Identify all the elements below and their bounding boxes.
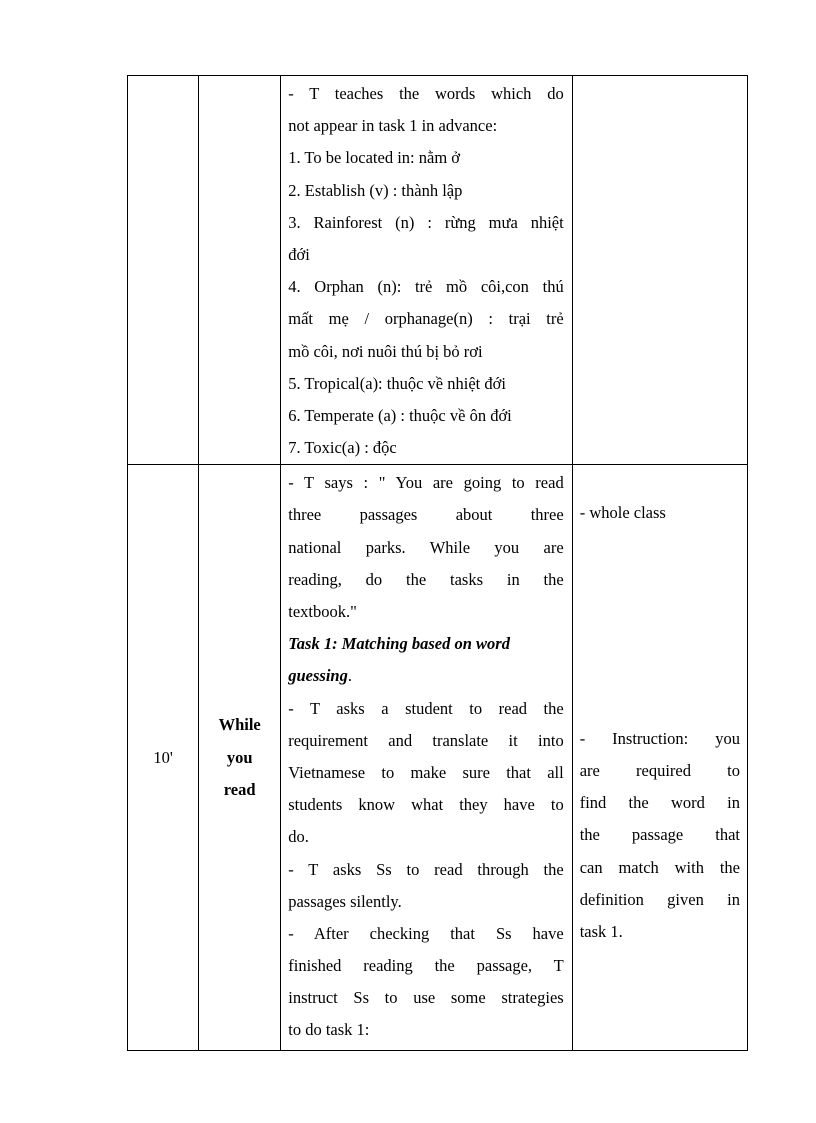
- text-line: passages silently.: [288, 891, 402, 911]
- text-line: - T says : " You are going to read: [288, 473, 564, 493]
- text-line: task 1.: [579, 921, 623, 941]
- table-row: [128, 76, 748, 465]
- stage-label: you: [226, 747, 253, 767]
- notes-cell: [572, 465, 747, 1051]
- text-line: reading, do the tasks in the: [288, 569, 564, 589]
- text-line: the passage that: [579, 825, 740, 845]
- text-line: to do task 1:: [288, 1020, 370, 1040]
- text-line: 7. Toxic(a) : độc: [288, 438, 397, 458]
- activity-cell: [281, 465, 572, 1051]
- text-line: đới: [288, 244, 310, 264]
- text-line: 3. Rainforest (n) : rừng mưa nhiệt: [288, 212, 564, 232]
- stage-label: read: [223, 779, 256, 799]
- text-line: can match with the: [579, 857, 740, 877]
- text-line: 4. Orphan (n): trẻ mồ côi,con thú: [288, 277, 564, 297]
- text-line: - T asks a student to read the: [288, 698, 564, 718]
- time-cell: [128, 76, 199, 465]
- activity-text: [288, 467, 563, 628]
- text-line: textbook.": [288, 602, 357, 621]
- text-line: - After checking that Ss have: [288, 923, 564, 943]
- text-line: - Instruction: you: [579, 728, 740, 748]
- table-row: [128, 465, 748, 1051]
- text-line: 1. To be located in: nằm ở: [288, 148, 461, 168]
- text-line: finished reading the passage, T: [288, 956, 564, 976]
- text-line: definition given in: [579, 889, 740, 909]
- text-line: mất mẹ / orphanage(n) : trại trẻ: [288, 309, 564, 329]
- task-title: Task 1: Matching based on word: [288, 634, 510, 654]
- task-title: guessing.: [288, 666, 352, 686]
- text-line: find the word in: [579, 793, 740, 813]
- text-line: do.: [288, 827, 309, 847]
- text-line: 6. Temperate (a) : thuộc về ôn đới: [288, 405, 512, 425]
- text-line: not appear in task 1 in advance:: [288, 116, 498, 136]
- text-line: 2. Establish (v) : thành lập: [288, 180, 463, 200]
- note-text: - whole class: [579, 503, 666, 523]
- text-line: - T asks Ss to read through the: [288, 859, 564, 879]
- text-line: requirement and translate it into: [288, 730, 564, 750]
- instruction-text: [580, 723, 740, 948]
- text-line: three passages about three: [288, 505, 564, 525]
- text-line: 5. Tropical(a): thuộc về nhiệt đới: [288, 373, 506, 393]
- text-line: instruct Ss to use some strategies: [288, 988, 564, 1008]
- activity-text: [288, 693, 563, 1047]
- lesson-plan-table: [127, 75, 748, 1051]
- stage-cell: [199, 76, 281, 465]
- stage-cell: [199, 465, 281, 1051]
- text-line: national parks. While you are: [288, 537, 564, 557]
- activity-cell: [281, 76, 572, 465]
- text-line: - T teaches the words which do: [288, 84, 564, 103]
- stage-label: While: [218, 715, 261, 735]
- text-line: mồ côi, nơi nuôi thú bị bỏ rơi: [288, 341, 483, 361]
- time-cell: 10': [128, 465, 199, 1051]
- text-line: are required to: [579, 760, 740, 780]
- notes-cell: [572, 76, 747, 465]
- activity-text: [288, 78, 563, 464]
- text-line: Vietnamese to make sure that all: [288, 762, 564, 782]
- text-line: students know what they have to: [288, 795, 564, 815]
